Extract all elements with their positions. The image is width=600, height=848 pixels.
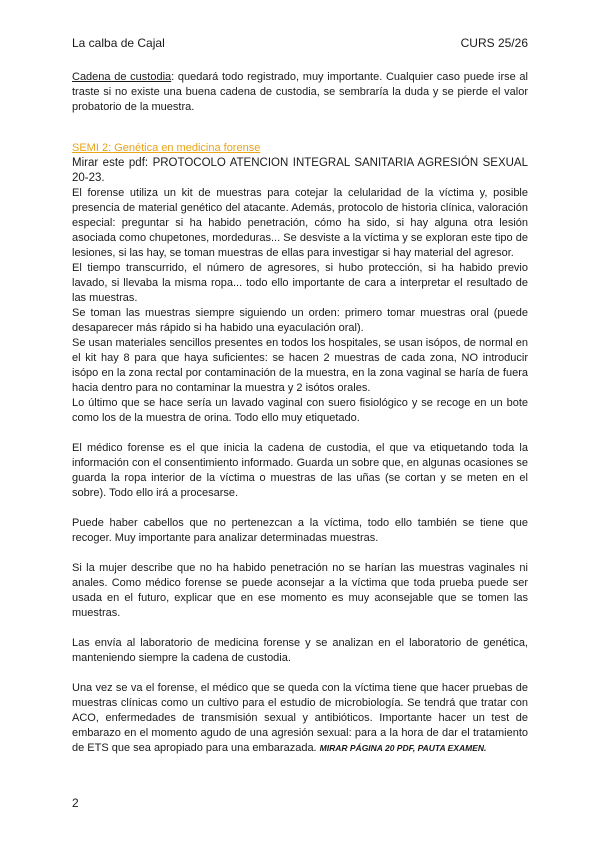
- paragraph-10: [72, 681, 528, 756]
- semi-link[interactable]: SEMI 2: Genética en medicina forense: [72, 142, 261, 154]
- page-header: [72, 36, 528, 50]
- paragraph-3: Se toman las muestras siempre siguiendo un orden: primero tomar muestras oral (puede desaparecer más rápido si ha habido una eyaculación oral).: [72, 307, 528, 334]
- semi-heading[interactable]: [72, 141, 528, 156]
- exam-note: MIRAR PÁGINA 20 PDF, PAUTA EXAMEN.: [319, 743, 487, 753]
- paragraph-8: Si la mujer describe que no ha habido penetración no se harían las muestras vaginales ni anales. Como médico forense se puede aconsejar a la víctima que toda prueba puede ser usada en el futuro, explicar que en ese momento es muy aconsejable que se tomen las muestras.: [72, 562, 528, 619]
- paragraph-5: Lo último que se hace sería un lavado vaginal con suero fisiológico y se recoge en un bote como los de la muestra de orina. Todo ello muy etiquetado.: [72, 397, 528, 424]
- paragraph-7: Puede haber cabellos que no pertenezcan a la víctima, todo ello también se tiene que recoger. Muy importante para analizar determinadas muestras.: [72, 517, 528, 544]
- paragraph-9: Las envía al laboratorio de medicina forense y se analizan en el laboratorio de genética, manteniendo siempre la cadena de custodia.: [72, 637, 528, 664]
- custodia-term: Cadena de custodia: [72, 71, 172, 83]
- custodia-text: : quedará todo registrado, muy importante. Cualquier caso puede irse al traste si no existe una buena cadena de custodia, se sembraría la duda y se pierde el valor probatorio de la muestra.: [72, 71, 528, 113]
- paragraph-2: El tiempo transcurrido, el número de agresores, si hubo protección, si ha habido previo lavado, si llevaba la misma ropa... todo ello importante de cara a interpretar el resultado de las muestras.: [72, 262, 528, 304]
- paragraph-4: Se usan materiales sencillos presentes en todos los hospitales, se usan isópos, de normal en el kit hay 8 para que haya suficientes: se hacen 2 muestras de cada zona, NO introducir isópo en la zona rectal por contaminación de la muestra, en la zona vaginal se haría de fuera hacia dentro para no contaminar la muestra y 2 isótos orales.: [72, 337, 528, 394]
- custodia-paragraph: [72, 70, 528, 115]
- header-title: La calba de Cajal: [72, 36, 165, 50]
- paragraph-10-text: Una vez se va el forense, el médico que se queda con la víctima tiene que hacer pruebas de muestras clínicas como un cultivo para el estudio de microbiología. Se tendrá que tratar con ACO, enfermedades de transmisión sexual y antibióticos. Importante hacer un test de embarazo en el momento agudo de una agresión sexual: para a la hora de dar el tratamiento de ETS que sea apropiado para una embarazada.: [72, 682, 528, 754]
- pdf-line: Mirar este pdf: PROTOCOLO ATENCION INTEGRAL SANITARIA AGRESIÓN SEXUAL 20-23.: [72, 157, 528, 184]
- header-course: CURS 25/26: [460, 36, 528, 50]
- page-content: [72, 70, 528, 756]
- page-number: 2: [72, 796, 79, 810]
- paragraph-1: El forense utiliza un kit de muestras para cotejar la celularidad de la víctima y, posible presencia de material genético del atacante. Además, protocolo de historia clínica, valoración especial: preguntar si ha habido penetración, cómo ha sido, si hay alguna otra lesión asociada como chupetones, mordeduras... Se desviste a la víctima y se exploran este tipo de lesiones, si las hay, se toman muestras de ellas para investigar si hay material del agresor.: [72, 187, 528, 259]
- paragraph-6: El médico forense es el que inicia la cadena de custodia, el que va etiquetando toda la información con el consentimiento informado. Guarda un sobre que, en algunas ocasiones se guarda la ropa interior de la víctima o muestras de las uñas (se cortan y se meten en el sobre). Todo ello irá a procesarse.: [72, 442, 528, 499]
